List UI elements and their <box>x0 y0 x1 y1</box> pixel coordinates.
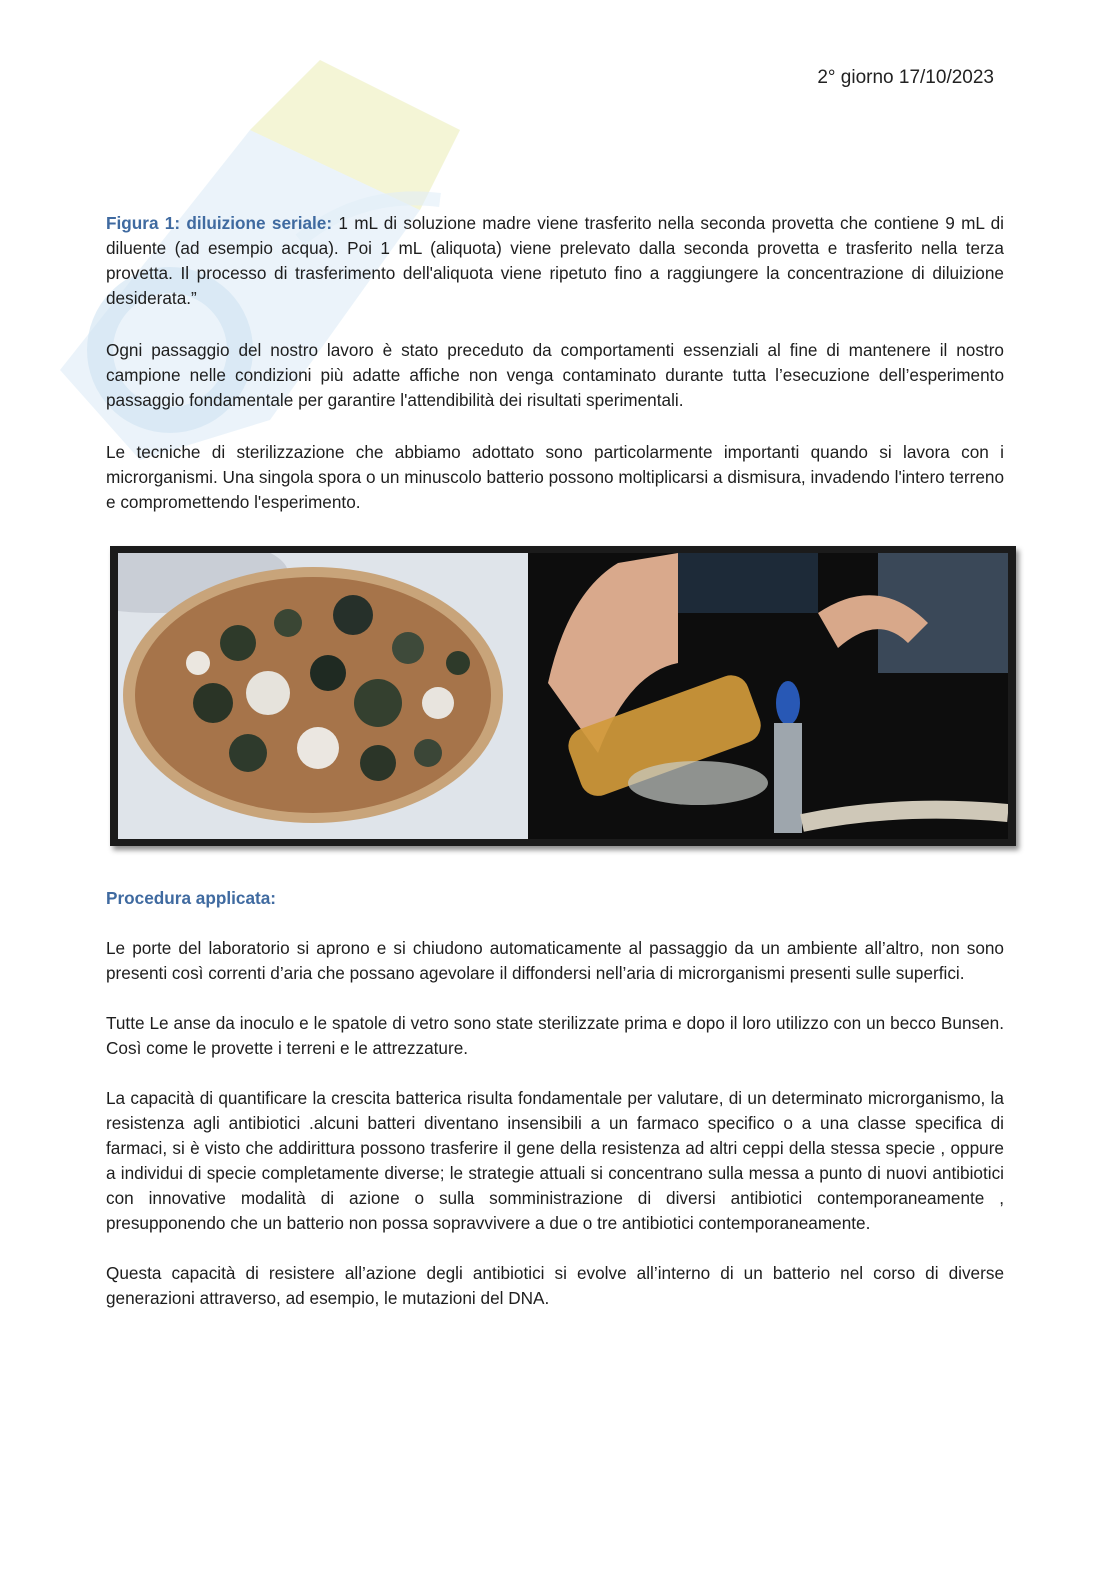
procedure-section <box>106 888 1004 1336</box>
paragraph: Le tecniche di sterilizzazione che abbiamo adottato sono particolarmente importanti quando si lavora con i microrganismi. Una singola spora o un minuscolo batterio possono moltiplicarsi a dismisura, invadendo l'intero terreno e compromettendo l'esperimento. <box>106 442 1004 512</box>
figure-caption <box>106 211 1004 311</box>
flame <box>776 681 800 725</box>
bunsen-burner <box>774 723 802 833</box>
paragraph: Tutte Le anse da inoculo e le spatole di vetro sono state sterilizzate prima e dopo il loro utilizzo con un becco Bunsen. Così come le provette i terreni e le attrezzature. <box>106 1013 1004 1058</box>
lab-photo-illustration <box>118 553 1008 839</box>
paragraph: Le porte del laboratorio si aprono e si chiudono automaticamente al passaggio da un ambiente all’altro, non sono presenti così correnti d’aria che possano agevolare il diffondersi nell’aria di microrganismi presenti sulle superfici. <box>106 938 1004 983</box>
paragraph: La capacità di quantificare la crescita batterica risulta fondamentale per valutare, di un determinato microrganismo, la resistenza agli antibiotici .alcuni batteri diventano insensibili a un farmaco specifico o a una classe specifica di farmaci, si è visto che addirittura possono trasferire il gene della resistenza ad altri ceppi della stessa specie , oppure a individui di specie completamente diverse; le strategie attuali si concentrano sulla messa a punto di nuovi antibiotici con innovative modalità di azione o sulla somministrazione di diversi antibiotici contemporaneamente , presupponendo che un batterio non possa sopravvivere a due o tre antibiotici contemporaneamente. <box>106 1088 1004 1233</box>
intro-section <box>106 211 1004 515</box>
figure-caption-text: 1 mL di soluzione madre viene trasferito nella seconda provetta che contiene 9 mL di diluente (ad esempio acqua). Poi 1 mL (aliquota) viene prelevato dalla seconda provetta e trasferito nella terza provetta. Il processo di trasferimento dell'aliquota viene ripetuto fino a raggiungere la concentrazione di diluizione desiderata.” <box>106 213 1005 308</box>
paragraph: Questa capacità di resistere all’azione degli antibiotici si evolve all’interno di un batterio nel corso di diverse generazioni attraverso, ad esempio, le mutazioni del DNA. <box>106 1263 1004 1308</box>
lab-photo <box>110 546 1016 846</box>
page-date: 2° giorno 17/10/2023 <box>817 67 994 88</box>
figure-label: Figura 1: diluizione seriale: <box>106 213 333 233</box>
section-heading: Procedura applicata: <box>106 888 277 908</box>
paragraph: Ogni passaggio del nostro lavoro è stato preceduto da comportamenti essenziali al fine di mantenere il nostro campione nelle condizioni più adatte affiche non venga contaminato durante tutta l’esecuzione dell’esperimento passaggio fondamentale per garantire l'attendibilità dei risultati sperimentali. <box>106 340 1004 410</box>
